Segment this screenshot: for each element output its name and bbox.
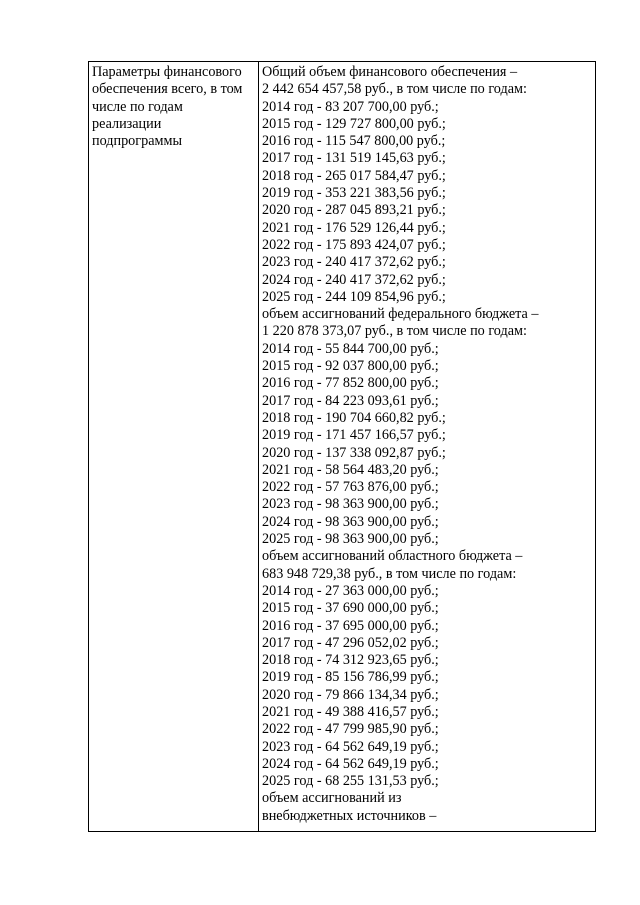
value-line: 2021 год - 49 388 416,57 руб.;	[262, 703, 439, 720]
value-line: 2018 год - 265 017 584,47 руб.;	[262, 167, 446, 184]
value-line: 2022 год - 47 799 985,90 руб.;	[262, 721, 439, 738]
value-line: 2022 год - 175 893 424,07 руб.;	[262, 236, 446, 253]
value-line: 2024 год - 240 417 372,62 руб.;	[262, 271, 446, 288]
value-line: 2020 год - 287 045 893,21 руб.;	[262, 202, 446, 219]
value-line: внебюджетных источников –	[262, 807, 437, 824]
parameter-label	[92, 64, 255, 150]
value-line: 2016 год - 115 547 800,00 руб.;	[262, 133, 446, 150]
value-line: 2025 год - 98 363 900,00 руб.;	[262, 531, 439, 548]
label-line: Параметры финансового	[92, 64, 242, 80]
label-line: числе по годам	[92, 98, 183, 115]
value-line: 2025 год - 244 109 854,96 руб.;	[262, 288, 446, 305]
value-line: объем ассигнований областного бюджета –	[262, 548, 523, 565]
value-line: 2025 год - 68 255 131,53 руб.;	[262, 773, 439, 790]
value-line: Общий объем финансового обеспечения –	[262, 64, 518, 80]
value-line: 2019 год - 85 156 786,99 руб.;	[262, 669, 439, 686]
value-line: 2023 год - 64 562 649,19 руб.;	[262, 738, 439, 755]
label-line: реализации	[92, 115, 162, 132]
value-line: 2020 год - 79 866 134,34 руб.;	[262, 686, 439, 703]
value-line: 2019 год - 353 221 383,56 руб.;	[262, 185, 446, 202]
value-line: 2021 год - 176 529 126,44 руб.;	[262, 219, 446, 236]
label-line: подпрограммы	[92, 133, 182, 150]
value-line: 2023 год - 240 417 372,62 руб.;	[262, 254, 446, 271]
label-line: обеспечения всего, в том	[92, 81, 243, 98]
value-line: 2017 год - 84 223 093,61 руб.;	[262, 392, 439, 409]
value-line: 2022 год - 57 763 876,00 руб.;	[262, 479, 439, 496]
value-line: 2014 год - 27 363 000,00 руб.;	[262, 582, 439, 599]
value-line: 2020 год - 137 338 092,87 руб.;	[262, 444, 446, 461]
value-line: объем ассигнований федерального бюджета –	[262, 306, 539, 323]
value-line: 2014 год - 83 207 700,00 руб.;	[262, 98, 439, 115]
value-line: 2021 год - 58 564 483,20 руб.;	[262, 461, 439, 478]
parameter-label-cell	[89, 62, 259, 832]
value-line: 2016 год - 77 852 800,00 руб.;	[262, 375, 439, 392]
value-line: 2018 год - 190 704 660,82 руб.;	[262, 409, 446, 426]
value-line: 2015 год - 92 037 800,00 руб.;	[262, 358, 439, 375]
table-row	[89, 62, 596, 832]
value-line: 2017 год - 47 296 052,02 руб.;	[262, 634, 439, 651]
value-line: 2018 год - 74 312 923,65 руб.;	[262, 652, 439, 669]
value-line: 2 442 654 457,58 руб., в том числе по годам:	[262, 81, 527, 98]
value-line: 2024 год - 98 363 900,00 руб.;	[262, 513, 439, 530]
value-line: 2016 год - 37 695 000,00 руб.;	[262, 617, 439, 634]
value-line: 2023 год - 98 363 900,00 руб.;	[262, 496, 439, 513]
value-line: 683 948 729,38 руб., в том числе по годам:	[262, 565, 517, 582]
value-line: 2019 год - 171 457 166,57 руб.;	[262, 427, 446, 444]
financing-table	[88, 61, 596, 832]
value-line: 2015 год - 37 690 000,00 руб.;	[262, 600, 439, 617]
value-line: 2017 год - 131 519 145,63 руб.;	[262, 150, 446, 167]
value-line: 1 220 878 373,07 руб., в том числе по годам:	[262, 323, 527, 340]
value-line: 2015 год - 129 727 800,00 руб.;	[262, 115, 446, 132]
value-line: 2014 год - 55 844 700,00 руб.;	[262, 340, 439, 357]
parameter-value	[262, 64, 592, 825]
parameter-value-cell	[259, 62, 596, 832]
value-line: объем ассигнований из	[262, 790, 402, 807]
value-line: 2024 год - 64 562 649,19 руб.;	[262, 755, 439, 772]
